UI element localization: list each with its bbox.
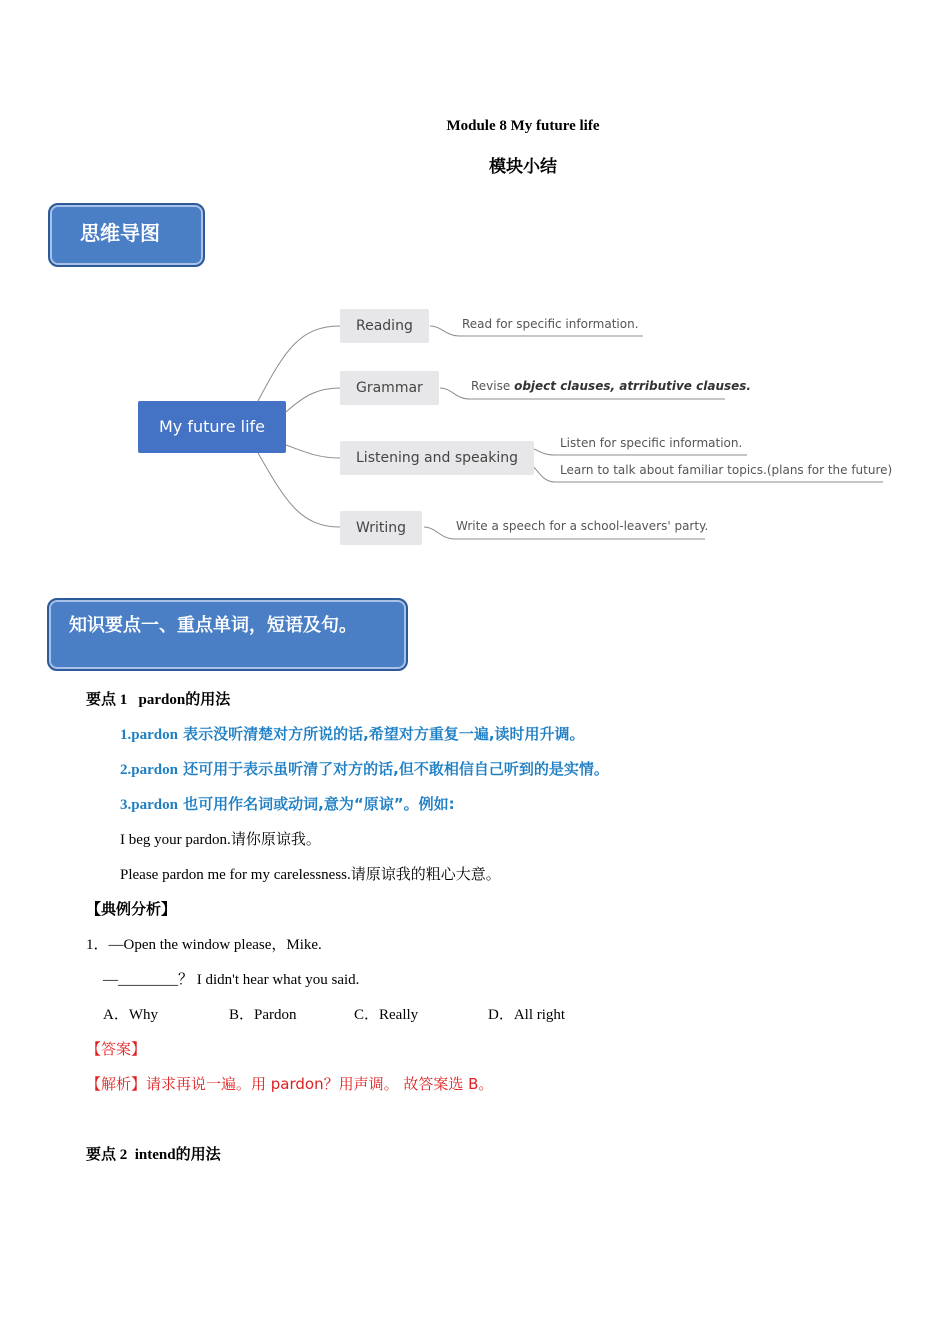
answer-label: 【答案】 <box>86 1040 147 1058</box>
page-subtitle: 模块小结 <box>489 157 557 177</box>
mindmap-node-listening: Listening and speaking <box>340 441 534 475</box>
connector-writing <box>258 453 340 527</box>
mindmap-center-node: My future life <box>138 401 286 453</box>
mindmap-node-writing: Writing <box>340 511 422 545</box>
mindmap-leaf-listening-2: Learn to talk about familiar topics.(plans for the future) <box>560 463 893 477</box>
option-a: A．Why <box>103 1007 158 1023</box>
mindmap-leaf-listening-1: Listen for specific information. <box>560 436 743 450</box>
section-banner: 知识要点一、重点单词，短语及句。 <box>47 598 408 671</box>
point1-rule-1: 1.pardon 表示没听清楚对方所说的话,希望对方重复一遍,读时用升调。 <box>120 725 585 743</box>
connector-listening <box>286 445 340 458</box>
point1-example-2: Please pardon me for my carelessness.请原谅我的粗心大意。 <box>120 865 501 883</box>
point2-heading: 要点 2 intend的用法 <box>86 1145 221 1163</box>
example-analysis-label: 【典例分析】 <box>86 900 177 918</box>
mindmap-leaf-grammar: Revise object clauses, atrributive clauses. <box>471 379 751 393</box>
analysis-text: 【解析】请求再说一遍。用 pardon？用声调。 故答案选 B。 <box>86 1075 494 1093</box>
option-b: B．Pardon <box>229 1007 297 1023</box>
mindmap-connectors <box>0 0 950 600</box>
connector-reading <box>258 326 340 401</box>
question-line-2: —________？ I didn't hear what you said. <box>103 972 360 988</box>
mindmap-node-grammar: Grammar <box>340 371 439 405</box>
point1-rule-3: 3.pardon 也可用作名词或动词,意为“原谅”。例如: <box>120 795 455 813</box>
option-d: D．All right <box>488 1007 566 1023</box>
question-line-1: 1．—Open the window please，Mike. <box>86 937 322 953</box>
mindmap-leaf-writing: Write a speech for a school-leavers' party. <box>456 519 709 533</box>
point1-heading: 要点 1 pardon的用法 <box>86 690 231 708</box>
point1-example-1: I beg your pardon.请你原谅我。 <box>120 830 321 848</box>
mindmap-banner: 思维导图 <box>48 203 205 267</box>
page-title: Module 8 My future life <box>446 118 600 134</box>
point1-rule-2: 2.pardon 还可用于表示虽听清了对方的话,但不敢相信自己听到的是实情。 <box>120 760 609 778</box>
mindmap-leaf-reading: Read for specific information. <box>462 317 639 331</box>
mindmap-node-reading: Reading <box>340 309 429 343</box>
option-c: C．Really <box>354 1007 419 1023</box>
connector-grammar <box>286 388 340 412</box>
